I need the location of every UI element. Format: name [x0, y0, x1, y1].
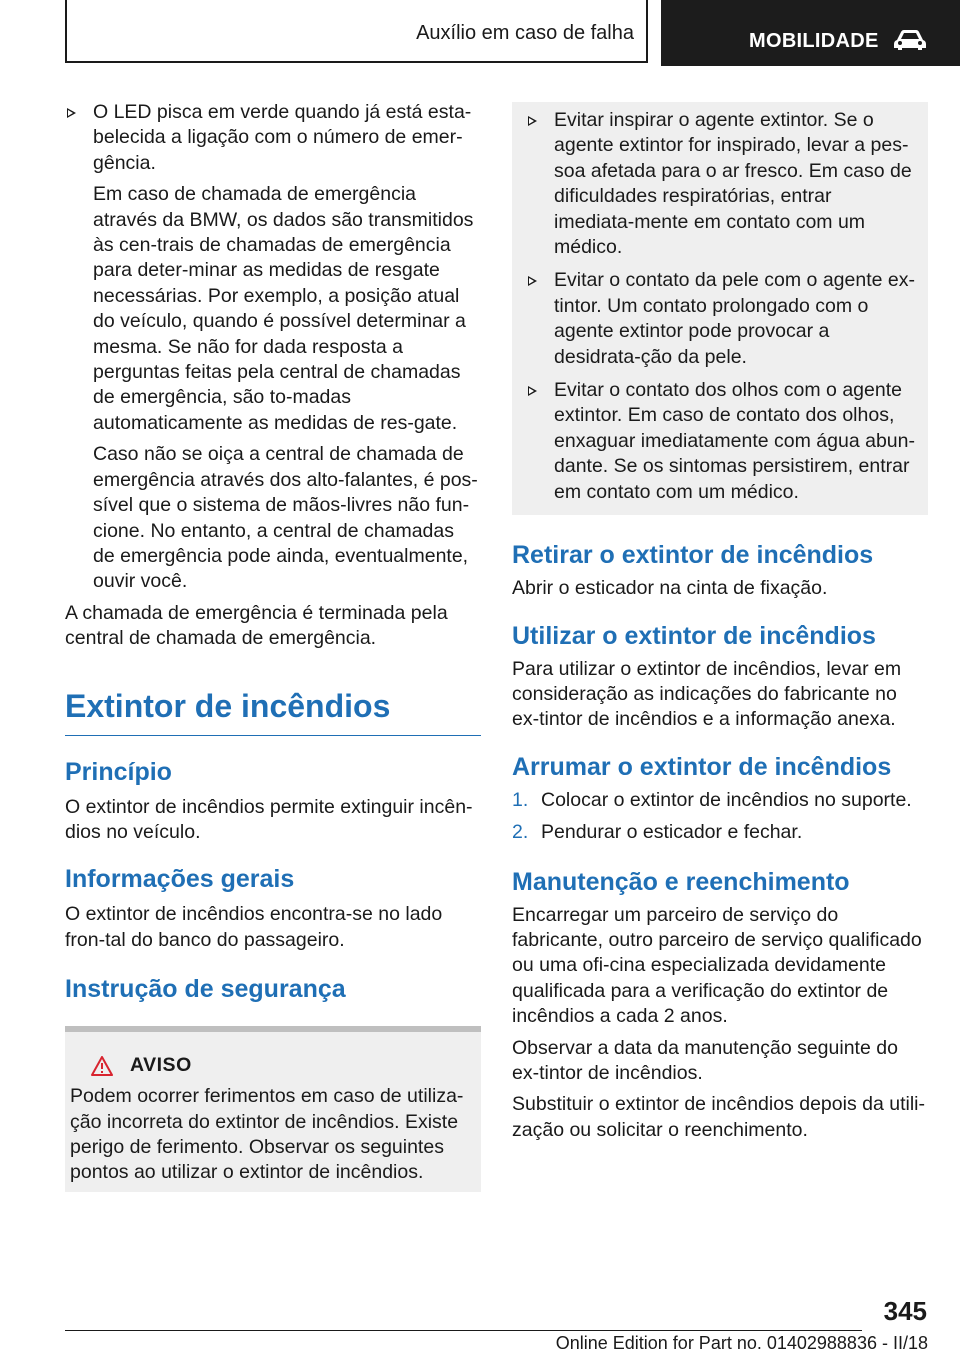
bullet-led: [65, 100, 481, 595]
safety-bullet: [526, 108, 916, 260]
utilizar-text: Para utilizar o extintor de incêndios, levar em consideração as indicações do fabricante no ex-tintor de incêndios e a informação anexa.: [512, 657, 902, 731]
safety-bullet-text: Evitar o contato da pele com o agente ex-tintor. Um contato prolongado com o agente extintor pode provocar a desidrata-ção da pele.: [554, 269, 915, 368]
chapter-heading: Extintor de incêndios: [65, 688, 481, 736]
step-item: [512, 788, 928, 813]
section-heading-retirar: Retirar o extintor de incêndios: [512, 541, 874, 570]
manutencao-text: Observar a data da manutenção seguinte do ex-tintor de incêndios.: [512, 1036, 898, 1084]
warning-text: Podem ocorrer ferimentos em caso de utiliza-ção incorreta do extintor de incêndios. Existe perigo de ferimento. Observar os seguintes pontos ao utilizar o extintor de incêndios.: [70, 1085, 464, 1184]
end-call-text: A chamada de emergência é terminada pela central de chamada de emergência.: [65, 601, 448, 650]
safety-bullet-text: Evitar o contato dos olhos com o agente extintor. Em caso de contato dos olhos, enxaguar imediatamente com água abun-dante. Se os sintomas persistirem, entrar em contato com um médico.: [554, 379, 915, 503]
page-number: 345: [883, 1296, 927, 1326]
safety-bullet: [526, 378, 916, 505]
section-heading-instrucao: Instrução de segurança: [65, 975, 346, 1004]
header-chapter-title: MOBILIDADE: [749, 30, 879, 52]
safety-bullets-box: [512, 102, 928, 515]
warning-box: [65, 1026, 481, 1192]
warning-label: AVISO: [130, 1054, 192, 1077]
footer-divider: [65, 1330, 862, 1331]
informacoes-text: O extintor de incêndios encontra-se no lado fron-tal do banco do passageiro.: [65, 903, 443, 951]
safety-bullet: [526, 268, 916, 370]
bullet-paragraph: O LED pisca em verde quando já está esta-belecida a ligação com o número de emer-gência.: [93, 101, 472, 174]
step-item: [512, 820, 928, 845]
safety-bullet-text: Evitar inspirar o agente extintor. Se o agente extintor for inspirado, levar a pes-soa afetada para o ar fresco. Em caso de dificuldades respiratórias, entrar imediata-mente em contato com um médico.: [554, 109, 912, 259]
manutencao-text: Encarregar um parceiro de serviço do fabricante, outro parceiro de serviço qualificado ou uma ofi-cina especializada devidamente qualificada para a verificação do extintor de incêndios a cada 2 anos.: [512, 903, 922, 1028]
page-header: [0, 0, 960, 66]
section-heading-arrumar: Arrumar o extintor de incêndios: [512, 752, 892, 781]
header-section-tab: [65, 0, 648, 63]
section-heading-manutencao: Manutenção e reenchimento: [512, 867, 850, 896]
retirar-text: Abrir o esticador na cinta de fixação.: [512, 577, 828, 600]
warning-title: [70, 1054, 473, 1077]
bullet-paragraph: Em caso de chamada de emergência através da BMW, os dados são transmitidos às cen-trais de chamadas de emergência para deter-minar as medidas de resgate necessárias. Por exemplo, a posição atual do veículo, quando é possível determinar a mesma. Se não for dada resposta a perguntas feitas pela central de chamadas de emergência, são to-madas automaticamente as medidas de res-gate.: [93, 183, 474, 434]
header-chapter-block: [661, 0, 960, 66]
header-section-title: Auxílio em caso de falha: [416, 22, 634, 44]
section-heading-utilizar: Utilizar o extintor de incêndios: [512, 621, 876, 650]
triangle-bullet-icon: [528, 116, 537, 126]
step-text: Pendurar o esticador e fechar.: [541, 821, 803, 844]
footer-edition: Online Edition for Part no. 01402988836 - II/18: [555, 1333, 928, 1353]
section-heading-principio: Princípio: [65, 757, 172, 786]
triangle-bullet-icon: [528, 386, 537, 396]
left-column: [65, 100, 481, 1192]
warning-triangle-icon: [91, 1056, 113, 1076]
step-number: 2.: [512, 821, 529, 844]
manutencao-text: Substituir o extintor de incêndios depois da utili-zação ou solicitar o reenchimento.: [512, 1093, 925, 1141]
triangle-bullet-icon: [67, 108, 76, 118]
car-icon: [892, 28, 928, 52]
bullet-paragraph: Caso não se oiça a central de chamada de emergência através dos alto-falantes, é pos-sível que o sistema de mãos-livres não fun-cione. No entanto, a central de chamadas de emergência pode ainda, eventualmente, ouvir você.: [93, 443, 478, 593]
triangle-bullet-icon: [528, 276, 537, 286]
step-text: Colocar o extintor de incêndios no suporte.: [541, 788, 912, 811]
step-number: 1.: [512, 788, 529, 811]
principio-text: O extintor de incêndios permite extinguir incên-dios no veículo.: [65, 795, 473, 843]
section-heading-informacoes: Informações gerais: [65, 865, 295, 894]
right-column: [512, 102, 928, 1143]
